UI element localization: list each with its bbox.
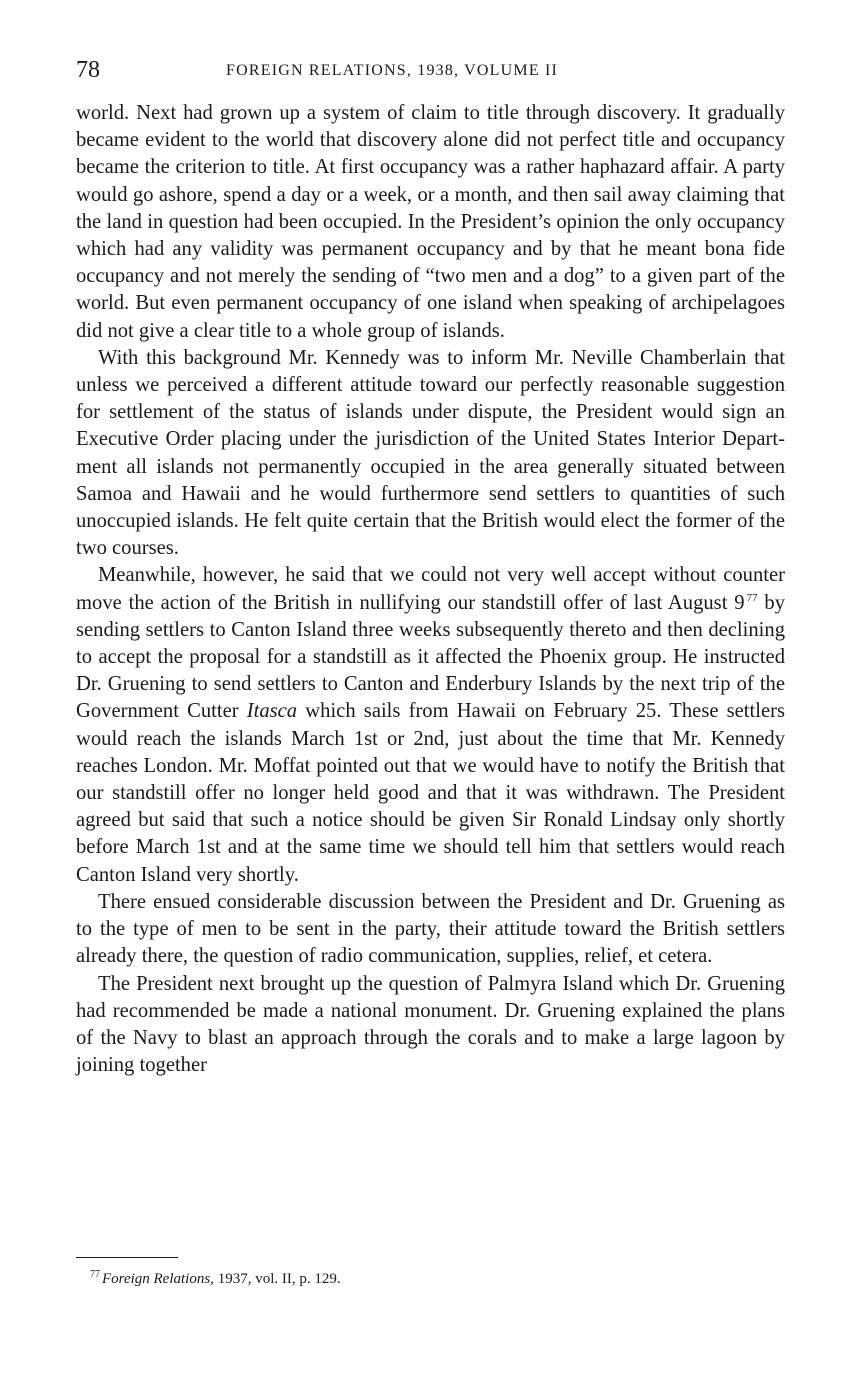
page-header [76, 54, 786, 86]
paragraph-5: The President next brought up the question of Palmyra Island which Dr. Gruening had recommended be made a national monument. Dr. Gruening explained the plans of the Navy to blast an approach through the corals and to make a large lagoon by joining together [76, 972, 785, 1077]
paragraph-1: world. Next had grown up a system of claim to title through discovery. It gradually became evident to the world that discovery alone did not perfect title and occupancy became the criterion to title. At first occupancy was a rather haphazard affair. A party would go ashore, spend a day or a week, or a month, and then sail away claiming that the land in question had been occupied. In the President’s opinion the only occupancy which had any validity was permanent occupancy and by that he meant bona fide occupancy and not merely the sending of “two men and a dog” to a given part of the world. But even permanent occupancy of one island when speaking of archipelagoes did not give a clear title to a whole group of islands. [76, 102, 785, 342]
running-head: FOREIGN RELATIONS, 1938, VOLUME II [226, 62, 559, 79]
paragraph-4: There ensued considerable discussion between the President and Dr. Gruening as to the type of men to be sent in the party, their attitude toward the British settlers already there, the question of radio communication, supplies, relief, et cetera. [76, 890, 785, 968]
footnote-divider [76, 1257, 178, 1258]
footnote-title: Foreign Relations, [102, 1271, 214, 1287]
footnote-mark: 77 [90, 1269, 100, 1280]
ship-name: Itasca [246, 700, 298, 723]
paragraph-3-text-a: Meanwhile, however, he said that we could not very well accept without counter move the action of the British in nullifying our standstill offer of last August 9 [76, 564, 785, 614]
paragraph-3-text-b: by sending settlers to Canton Island three weeks subsequently thereto and then declining to accept the proposal for a standstill as it affected the Phoenix group. He instructed Dr. Gruening to send settlers to Canton and Enderbury Islands by the next trip of the Government Cutter [76, 591, 786, 723]
paragraph-3 [76, 562, 785, 888]
footnote [90, 1268, 341, 1290]
footnote-citation: 1937, vol. II, p. 129. [213, 1271, 341, 1287]
body-text [76, 100, 785, 1079]
paragraph-2: With this background Mr. Kennedy was to inform Mr. Neville Chamberlain that unless we perceived a different attitude toward our perfectly reasonable suggestion for settlement of the status of islands under dispute, the President would sign an Executive Order placing under the jurisdiction of the United States Interior Department all islands not permanently occupied in the area generally situated between Samoa and Hawaii and he would furthermore send settlers to quantities of such unoccupied islands. He felt quite certain that the British would elect the former of the two courses. [76, 346, 785, 560]
page-number: 78 [76, 57, 100, 83]
footnote-reference: 77 [746, 591, 758, 604]
paragraph-3-text-c: which sails from Hawaii on February 25. These settlers would reach the islands March 1st or 2nd, just about the time that Mr. Kennedy reaches London. Mr. Moffat pointed out that we would have to notify the British that our standstill offer no longer held good and that it was withdrawn. The President agreed but said that such a notice should be given Sir Ronald Lindsay only shortly before March 1st and at the same time we should tell him that settlers would reach Canton Island very shortly. [76, 700, 785, 886]
